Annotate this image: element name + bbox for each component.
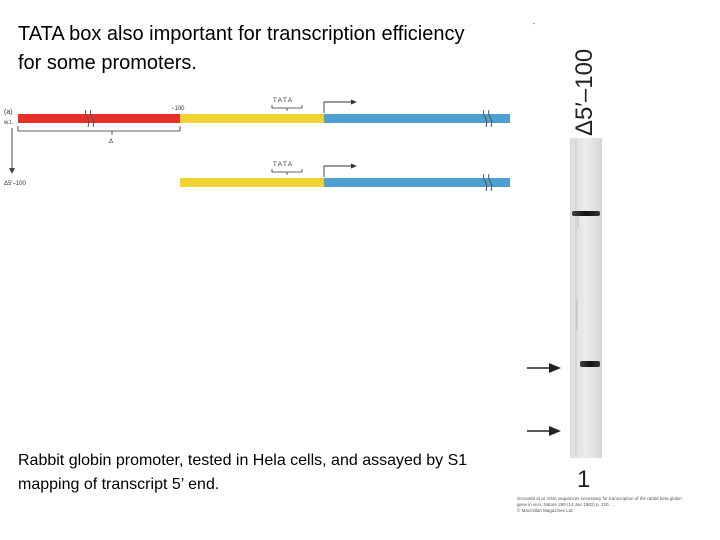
transcription-start-arrow (324, 166, 353, 177)
promoter-segment (180, 178, 324, 187)
derivation-arrowhead (9, 168, 15, 174)
gel-band-lower (580, 361, 600, 367)
promoter-segment (180, 114, 324, 123)
lane-label-bottom: 1 (577, 466, 591, 493)
deletion-construct (180, 162, 510, 191)
credit-line: © Macmillan Magazines Ltd. (517, 508, 574, 513)
transcription-start-arrowhead (351, 164, 357, 169)
deleted-region-bracket (18, 126, 180, 135)
wt-label: w.t. (4, 120, 14, 126)
tata-bracket (272, 105, 302, 111)
marker-arrow-head (549, 363, 561, 373)
gene-segment (324, 114, 510, 123)
position-label: −100 (171, 106, 185, 112)
slide-caption: Rabbit globin promoter, tested in Hela cells, and assayed by S1 mapping of transcript 5’ end. (18, 452, 468, 493)
gene-segment (324, 178, 510, 187)
credit-line: gene in vivo. Nature 295 (14 Jan 1982) p. 120. ... (517, 502, 615, 507)
transcription-start-arrowhead (351, 100, 357, 105)
gel-band-upper (572, 211, 600, 216)
construct-diagram (3, 98, 510, 191)
marker-arrow-head (549, 426, 561, 436)
delta-symbol: Δ (109, 139, 114, 145)
tata-bracket (272, 169, 302, 175)
tata-label: T A T A (273, 98, 293, 104)
transcription-start-arrow (324, 102, 353, 113)
upstream-segment (18, 114, 180, 123)
gel-lane (570, 138, 602, 458)
slide-title: TATA box also important for transcription efficiency for some promoters. (18, 23, 465, 74)
gel-corner-mark: - (533, 21, 536, 28)
credit-line: Grosveld et al. DNA sequences necessary for transcription of the rabbit beta globin (517, 496, 682, 501)
lane-label-top: Δ5′–100 (571, 48, 598, 136)
gel-image (517, 21, 682, 513)
panel-label: (a) (4, 109, 13, 116)
deletion-label: Δ5′–100 (4, 181, 26, 187)
tata-label: T A T A (273, 162, 293, 168)
wild-type-construct (18, 98, 510, 145)
